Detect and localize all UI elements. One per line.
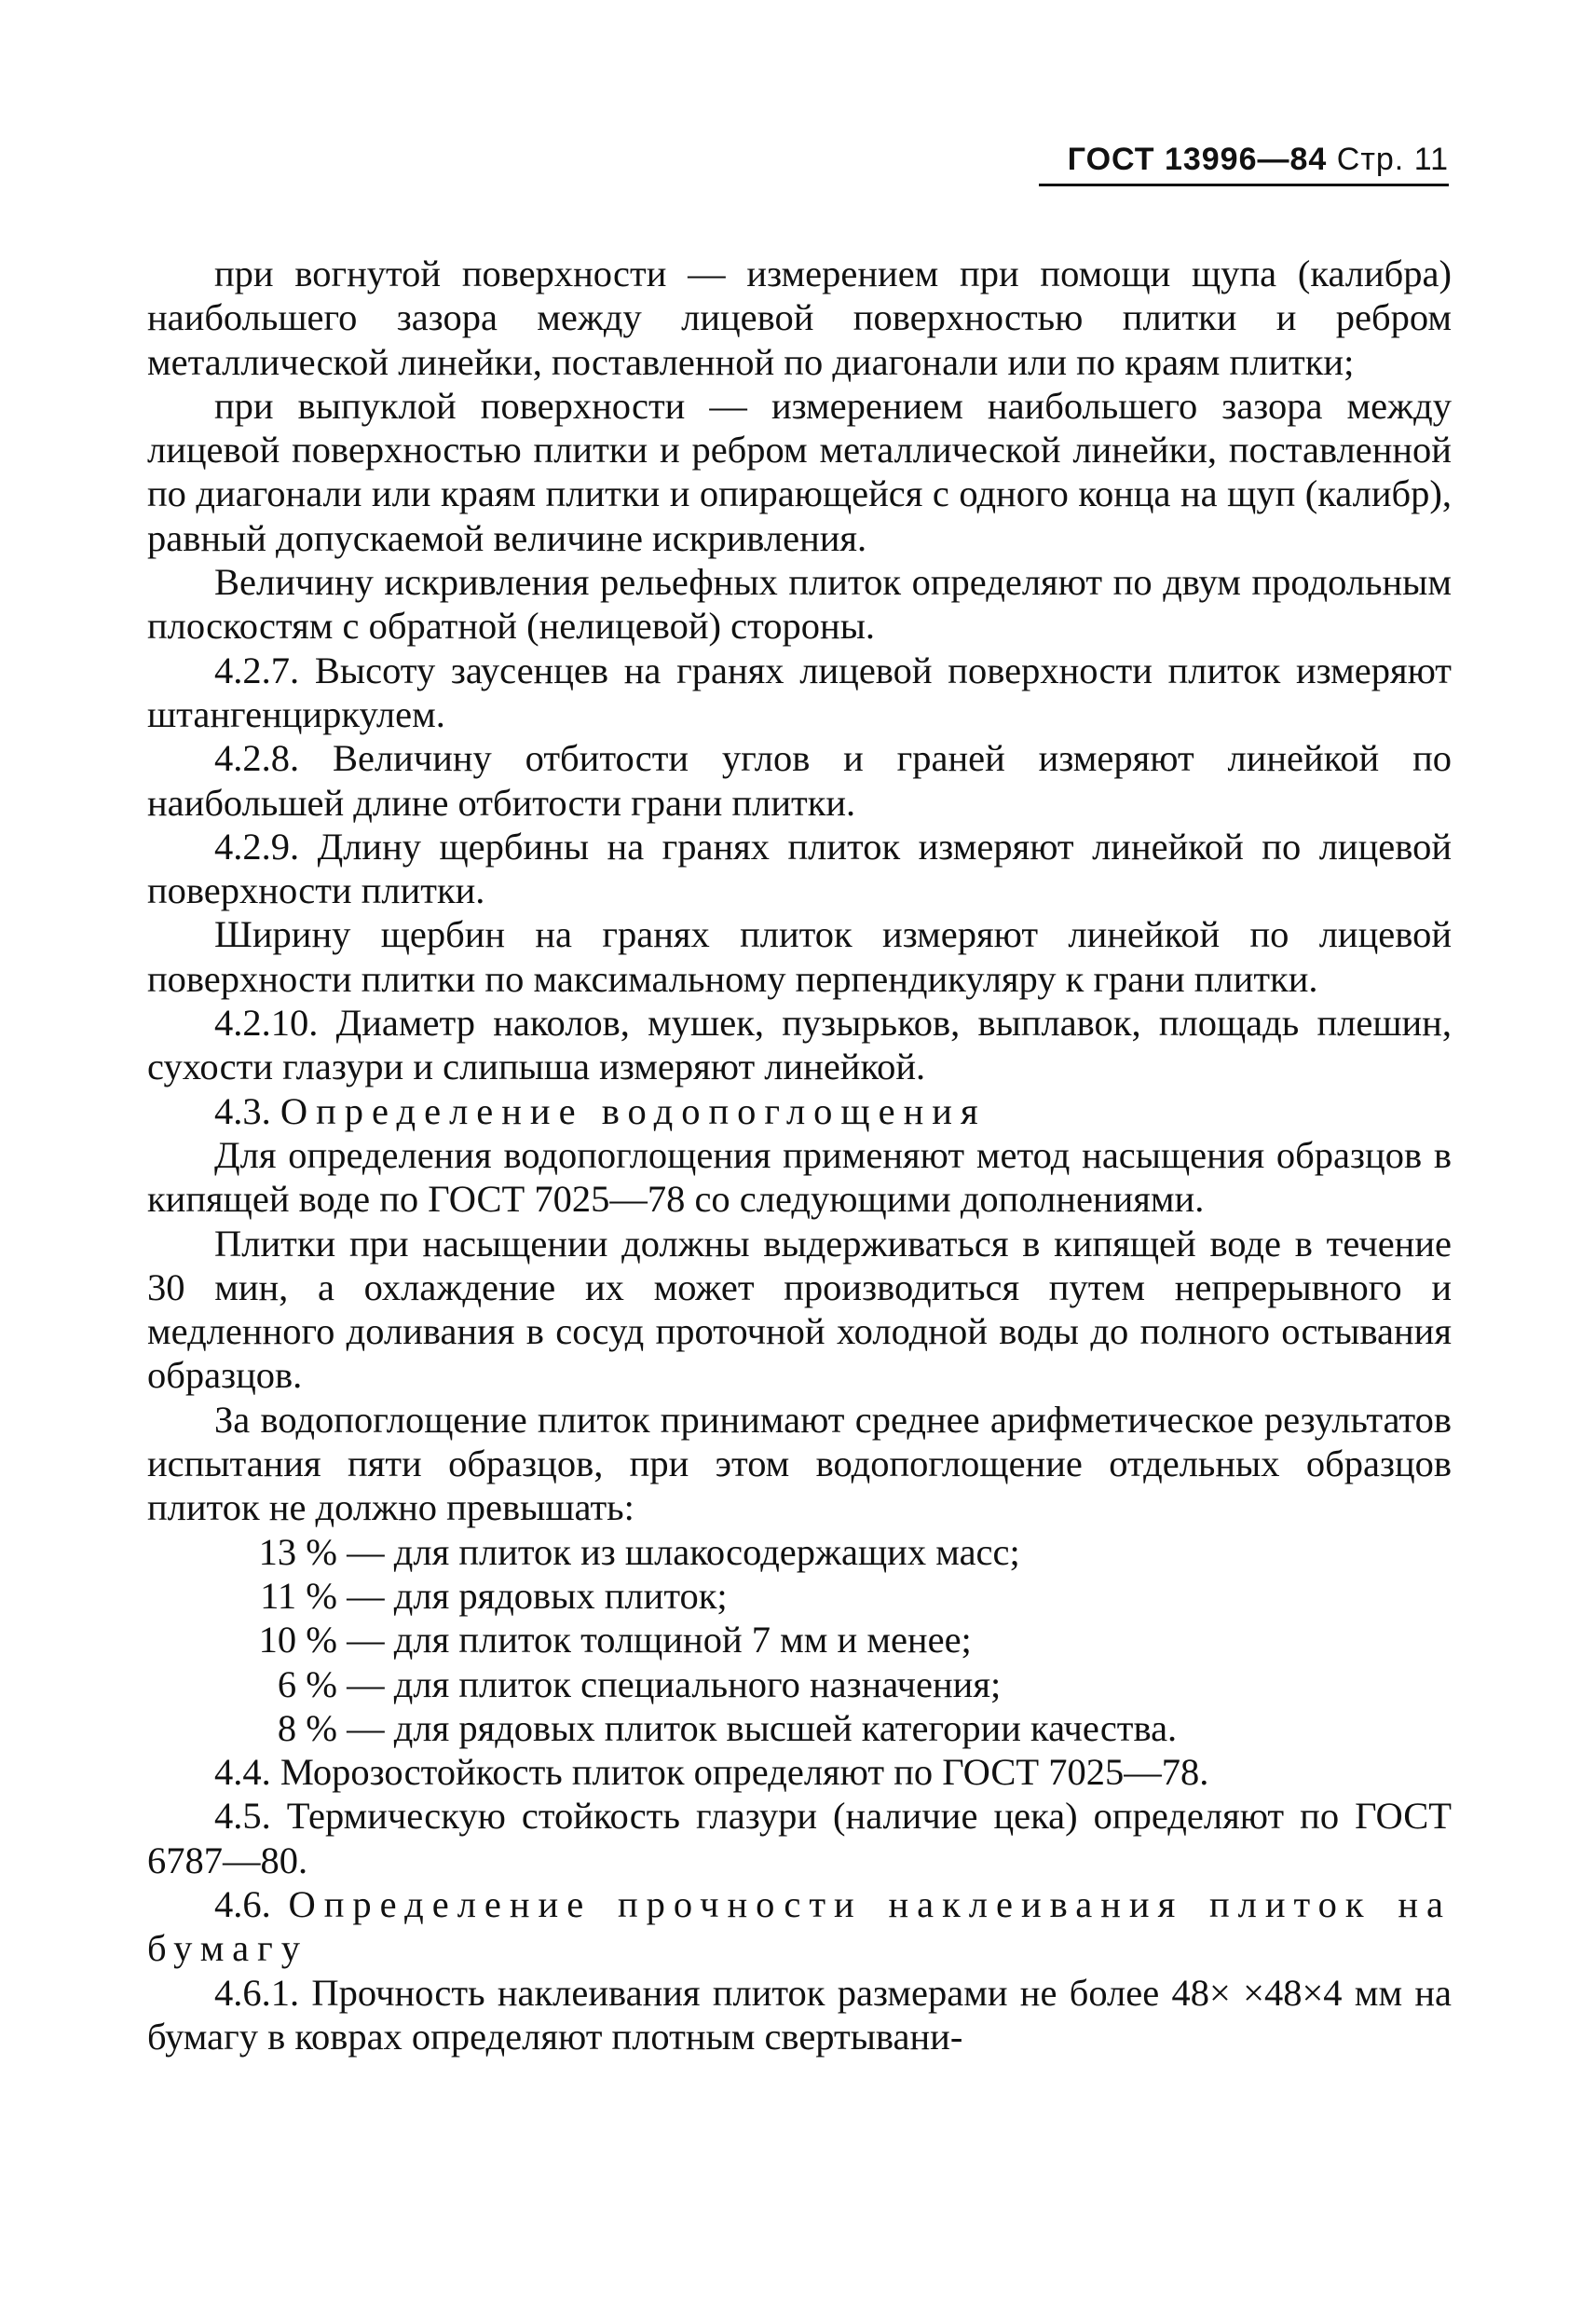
paragraph-4-6-1: 4.6.1. Прочность наклеивания плиток размерами не более 48× ×48×4 мм на бумагу в коврах определяют плотным свертывани- [147,1971,1452,2058]
paragraph-concave: при вогнутой поверхности — измерением при помощи щупа (калибра) наибольшего зазора между лицевой поверхностью плитки и ребром металлической линейки, поставленной по диагонали или по краям плитки; [147,253,1452,383]
limit-text: — для рядовых плиток; [347,1574,728,1617]
limit-text: — для рядовых плиток высшей категории качества. [347,1706,1178,1749]
limit-text: — для плиток из шлакосодержащих масс; [347,1530,1020,1573]
paragraph-4-2-10: 4.2.10. Диаметр наколов, мушек, пузырьков, выплавок, площадь плешин, сухости глазури и слипыша измеряют линейкой. [147,1002,1452,1088]
absorption-limits-list [147,1530,1452,1750]
section-number: 4.3. [214,1089,271,1132]
section-title: Определение водопоглощения [280,1089,987,1132]
paragraph-4-2-9: 4.2.9. Длину щербины на гранях плиток измеряют линейкой по лицевой поверхности плитки. [147,825,1452,912]
limit-percent: 8 % [277,1706,337,1749]
document-body [147,252,1452,2058]
section-number: 4.6. [214,1882,271,1925]
paragraph-4-5: 4.5. Термическую стойкость глазури (наличие цека) определяют по ГОСТ 6787—80. [147,1795,1452,1881]
paragraph-4-4: 4.4. Морозостойкость плиток определяют по ГОСТ 7025—78. [214,1751,1209,1794]
paragraph-4-2-7: 4.2.7. Высоту заусенцев на гранях лицевой поверхности плиток измеряют штангенциркулем. [147,649,1452,735]
limit-percent: 11 % [260,1574,337,1617]
paragraph-convex: при выпуклой поверхности — измерением наибольшего зазора между лицевой поверхностью плитки и ребром металлической линейки, поставленной по диагонали или краям плитки и опирающейся с одного конца на щуп (калибр), равный допускаемой величине искривления. [147,384,1452,559]
limit-percent: 10 % [258,1619,337,1661]
standard-number: ГОСТ 13996—84 [1067,142,1328,177]
page-header [1039,142,1449,186]
paragraph-relief-tiles: Величину искривления рельефных плиток определяют по двум продольным плоскостям с обратной (нелицевой) стороны. [147,561,1452,648]
limit-text: — для плиток специального назначения; [347,1662,1002,1705]
section-title: Определение прочности наклеивания плиток на бумагу [147,1882,1452,1970]
list-item [147,1574,1452,1618]
paragraph-4-2-8: 4.2.8. Величину отбитости углов и граней измеряют линейкой по наибольшей длине отбитости грани плитки. [147,737,1452,824]
limit-percent: 13 % [258,1530,337,1573]
list-item [147,1706,1452,1750]
paragraph-water-absorption-method: Для определения водопоглощения применяют метод насыщения образцов в кипящей воде по ГОСТ 7025—78 со следующими дополнениями. [147,1133,1452,1221]
paragraph-boiling-saturation: Плитки при насыщении должны выдерживаться в кипящей воде в течение 30 мин, а охлаждение их может производиться путем непрерывного и медленного доливания в сосуд проточной холодной воды до полного остывания образцов. [147,1222,1452,1397]
list-item [147,1530,1452,1574]
section-heading-4-6 [147,1882,1452,1971]
section-heading-4-3 [147,1089,1452,1133]
paragraph-average-result: За водопоглощение плиток принимают среднее арифметическое результатов испытания пяти образцов, при этом водопоглощение отдельных образцов плиток не должно превышать: [147,1398,1452,1529]
list-item [147,1662,1452,1706]
paragraph-chip-width: Ширину щербин на гранях плиток измеряют линейкой по лицевой поверхности плитки по максимальному перпендикуляру к грани плитки. [147,913,1452,1000]
list-item [147,1618,1452,1661]
limit-percent: 6 % [277,1662,337,1705]
page-number: Стр. 11 [1336,142,1449,177]
limit-text: — для плиток толщиной 7 мм и менее; [347,1619,972,1661]
